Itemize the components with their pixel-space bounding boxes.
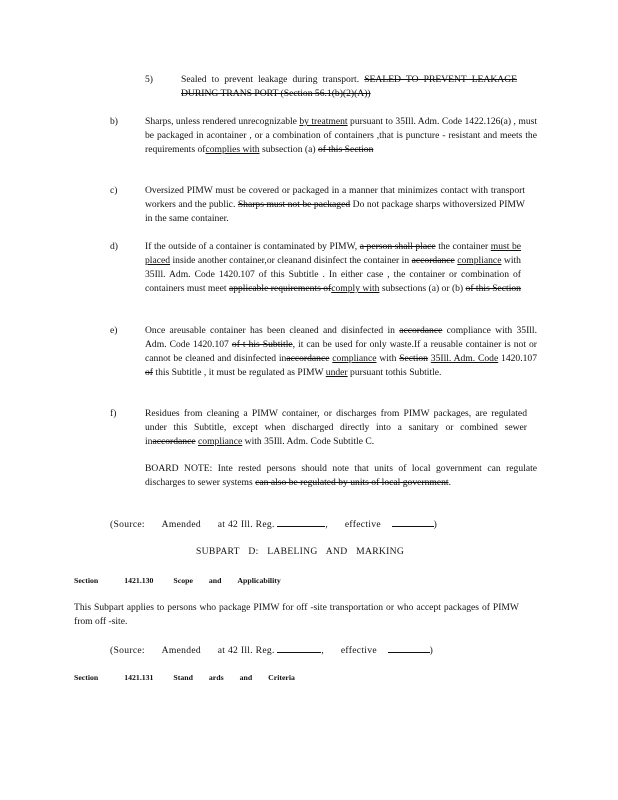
item-e-text-g: pursuant tothis Subtitle. [350,367,442,378]
section-1421-131-word: Section [74,673,99,682]
item-5-text [181,73,517,101]
item-b-label: b) [110,116,118,127]
item-b-text-a: Sharps, unless rendered unrecognizable [145,116,297,127]
source-note-1-effective: effective [344,519,381,530]
source-note-2-reg: at 42 Ill. Reg. [217,645,275,656]
item-c-text-b: Do not package sharps withoversized PIMW in the same container. [145,199,525,224]
item-e-text-b: compliance with 35Ill. Adm. Code 1420.107 [145,325,537,350]
item-f-text [145,407,527,449]
item-f-text-b: with 35Ill. Adm. Code Subtitle C. [244,436,375,447]
source-note-1-comma: , [325,519,329,530]
item-e-text-a: Once areusable container has been cleaned and disinfected in [145,325,395,336]
item-b-text-c: subsection (a) [261,144,316,155]
source-note-2-effective-blank [388,643,430,653]
item-c-text-a: Oversized PIMW must be covered or packaged in a manner that minimizes contact with transport workers and the public. [145,185,525,210]
item-d-text-e: subsections (a) or (b) [381,283,464,294]
item-e-inserted-b: 35Ill. Adm. Code [430,353,499,364]
source-note-2 [110,643,433,658]
item-b-text [145,115,537,157]
section-1421-131-title-b: ards [208,673,224,682]
item-d-text [145,240,521,296]
source-note-1-effective-blank [392,517,434,527]
section-1421-131-number: 1421.131 [124,673,154,682]
item-d-inserted-c: comply with [331,283,380,294]
section-1421-130-number: 1421.130 [124,576,154,585]
item-e-text [145,324,537,380]
item-f-struck-text: accordance [152,436,196,447]
subpart-title: SUBPART D: LABELING AND MARKING [196,546,405,557]
source-note-1-prefix: (Source: [110,519,145,530]
item-f-text-a: Residues from cleaning a PIMW container, or discharges from PIMW packages, are regulated under this Subtitle, except when discharged directly into a sanitary or combined sewer in [145,408,527,447]
item-e-struck-a: accordance [399,325,443,336]
item-d-text-b: the container [438,241,489,252]
source-note-2-comma: , [321,645,325,656]
section-1421-131-title-d: Criteria [268,673,295,682]
item-d-struck-d: of this Section [465,283,521,294]
item-f-inserted-text: compliance [198,436,243,447]
item-e-struck-d: Section [399,353,428,364]
item-e-inserted-a: compliance [332,353,377,364]
item-f-label: f) [110,408,117,419]
subpart-applicability-text: This Subpart applies to persons who package PIMW for off -site transportation or who accept packages of PIMW from off -site. [74,602,519,627]
item-d-text-a: If the outside of a container is contaminated by PIMW, [145,241,358,252]
section-1421-130-title-a: Scope [173,576,193,585]
item-d-text-d: with 35Ill. Adm. Code 1420.107 of this Subtitle . In either case , the container or combination of containers must meet [145,255,521,294]
item-d-text-c: inside another container,or cleanand disinfect the container in [172,255,410,266]
item-e-struck-e: of [145,367,153,378]
item-e-text-e: 1420.107 [501,353,538,364]
item-b-inserted-b: complies with [205,144,260,155]
item-d-struck-a: a person shall place [359,241,436,252]
board-note-text: BOARD NOTE: Inte rested persons should note that units of local government can regulate discharges to sewer systems [145,463,537,488]
section-1421-131-title-c: and [239,673,253,682]
item-e-inserted-c: under [325,367,348,378]
source-note-1-close: ) [433,519,438,530]
section-1421-131-heading [74,673,295,683]
item-b-text-b: pursuant to 35Ill. Adm. Code 1422.126(a) , must be packaged in acontainer , or a combination of containers ,that is puncture - resistant and meets the requirements of [145,116,538,155]
item-5-struck-text: SEALED TO PREVENT LEAKAGE DURING TRANS PORT (Section 56.1(b)(2)(A)) [181,74,517,99]
source-note-2-prefix: (Source: [110,645,145,656]
item-d-inserted-b: compliance [457,255,502,266]
source-note-1 [110,517,437,532]
item-c-text [145,184,525,226]
item-d-struck-c: applicable requirements of [228,283,332,294]
source-note-1-amended: Amended [161,519,202,530]
item-5-text-a: Sealed to prevent leakage during transport. [181,74,360,85]
item-c-struck-text: Sharps must not be packaged [237,199,351,210]
item-e-struck-b: of t his Subtitle [231,339,293,350]
section-1421-131-title-a: Stand [173,673,193,682]
board-note [145,462,537,490]
item-e-text-d: with [379,353,397,364]
source-note-2-reg-blank [277,643,321,653]
source-note-2-effective: effective [340,645,377,656]
item-d-inserted-a: must be placed [145,241,522,266]
item-c-label: c) [110,185,118,196]
section-1421-130-word: Section [74,576,99,585]
item-d-label: d) [110,241,118,252]
item-e-struck-c: accordance [286,353,330,364]
section-1421-130-title-b: and [208,576,222,585]
item-e-text-f: this Subtitle , it must be regulated as PIMW [155,367,324,378]
source-note-1-reg: at 42 Ill. Reg. [217,519,275,530]
item-d-struck-b: accordance [411,255,455,266]
item-e-text-c: , it can be used for only waste.If a reusable container is not or cannot be cleaned and disinfected in [145,339,537,364]
source-note-1-reg-blank [277,517,325,527]
source-note-2-amended: Amended [161,645,202,656]
board-note-struck-text: can also be regulated by units of local government [255,477,449,488]
section-1421-130-heading [74,576,281,586]
item-e-label: e) [110,325,118,336]
board-note-end: . [448,477,451,488]
item-b-struck-text: of this Section [317,144,374,155]
source-note-2-close: ) [429,645,434,656]
item-b-inserted-a: by treatment [299,116,348,127]
item-5-label: 5) [145,74,153,85]
section-1421-130-title-c: Applicability [237,576,281,585]
